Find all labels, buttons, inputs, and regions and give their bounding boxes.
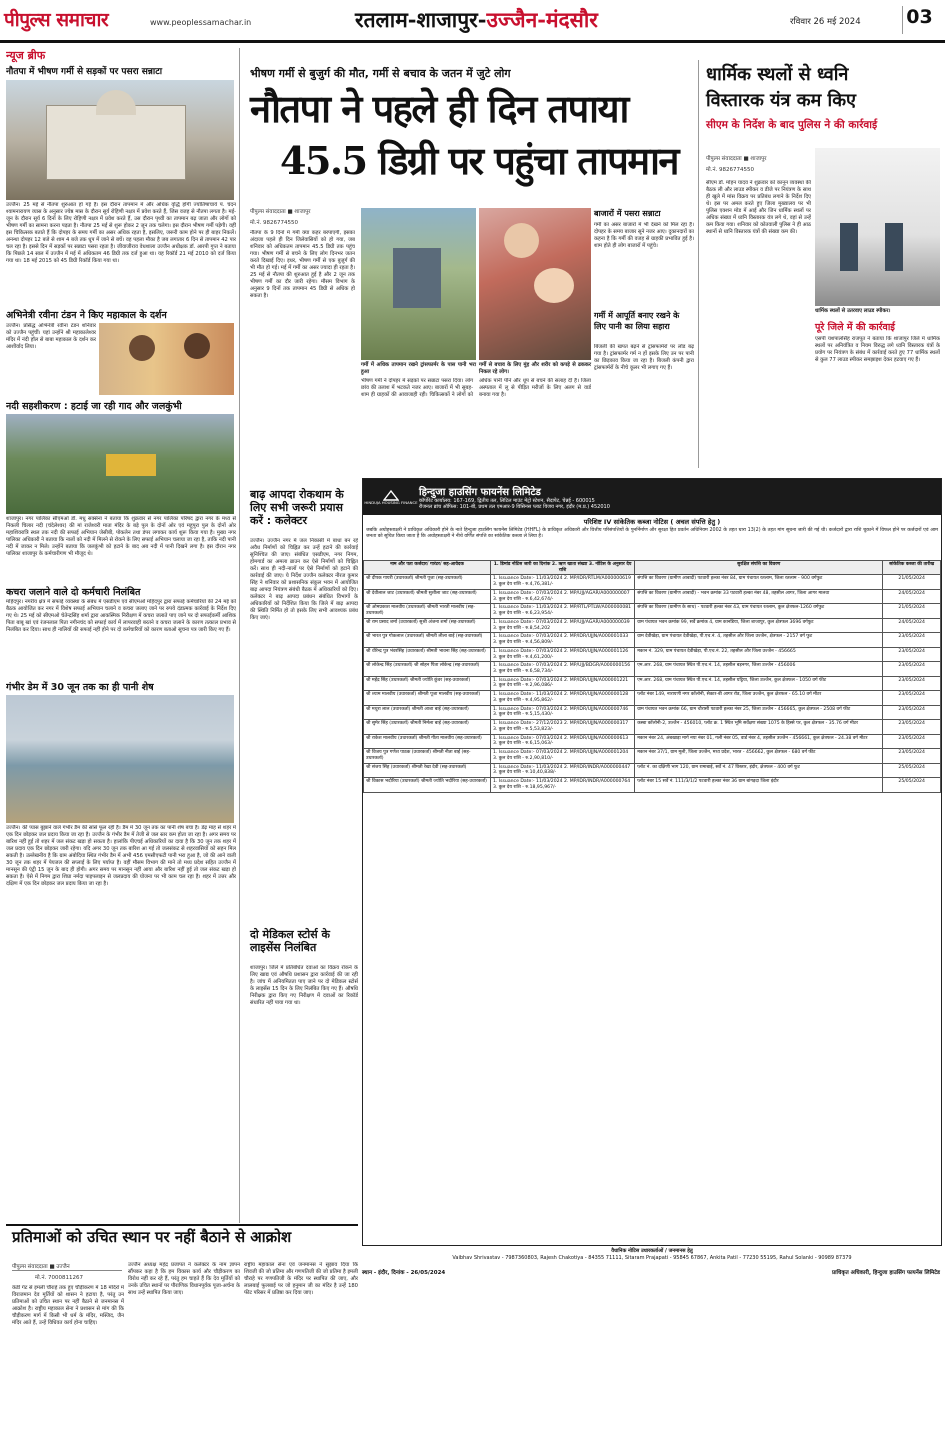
notice-cell-date: 23/05/2024 [883,662,941,676]
bottom-col3: राष्ट्रीय महाकाल सेना एवं जनमानस ने सुझाव दिया कि शिवजी की जो प्रतिमा और गणपतिजी की जो प्रतिमा है इमली चौराहे पर गणपतिजी के मंदिर पर स्थापित की जाए, और लालबाई फूलबाई पर जो हनुमान जी का मंदिर है उन्हें 180 फीट परिसर में प्रतिष्ठा कर दिया जाए। [244,1262,358,1297]
notice-table-row [364,662,941,676]
brand-name: पीपुल्स समाचार [4,9,109,31]
legal-notice [362,478,942,1246]
main-headline-line1: नौतपा ने पहले ही दिन तपाया [250,86,628,131]
hinduja-logo-text: HINDUJA HOUSING FINANCE [364,499,418,505]
medical-body: शाजापुर। जिले में प्रतिबंधित दवाओं का विक्रय रोकने के लिए खाद्य एवं औषधि प्रशासन द्वारा कार्रवाई की जा रही है। जांच में अनियमितता पाए जाने पर दो मेडिकल स्टोर्स के लाइसेंस 15 दिन के लिए निलंबित किए गए हैं। औषधि निरीक्षक द्वारा किए गए निरीक्षण में दवाओं का रिकॉर्ड संधारित नहीं पाया गया था। [250,965,358,1007]
notice-cell-property: मकान नं. 329, ग्राम पंचायत देवीखेड़ा, पी.एच.नं. 22, तहसील और जिला उज्जैन - 456665 [635,647,883,661]
notice-cell-date: 23/05/2024 [883,676,941,690]
notice-cell-date: 23/05/2024 [883,691,941,705]
story1-photo [6,80,234,200]
religious-headline-line1: धार्मिक स्थलों से ध्वनि [706,64,849,85]
market-subhead: बाजारों में पसरा सन्नाटा [594,209,661,218]
notice-table-header [364,561,941,575]
story4-headline: कचरा जलाने वाले दो कर्मचारी निलंबित [6,587,141,598]
notice-cell-name: श्री दीपक गायरी (उधारकर्ता) श्रीमती पूजा (सह-उधारकर्ता) [364,575,491,589]
notice-cell-name: श्री ओमप्रकाश मालवीय (उधारकर्ता) श्रीमती भारती मालवीय (सह-उधारकर्ता) [364,604,491,618]
story5-photo [6,695,234,823]
notice-cell-details: 1. Issuance Date:- 07/03/2024 2. MP/IDR/UJJN/A000001126 3. कुल देय राशि - रु.4,61,200/- [490,647,634,661]
notice-cell-details: 1. Issuance Date:- 11/03/2024 2. MP/IDR/RTLM/A000000619 3. कुल देय राशि - रु.4,76,381/- [490,575,634,589]
main-divider [698,60,699,468]
notice-cell-date: 24/05/2024 [883,618,941,632]
main-headline-line2: 45.5 डिग्री पर पहुंचा तापमान [280,138,679,183]
notice-cell-date: 23/05/2024 [883,720,941,734]
notice-cell-date: 24/05/2024 [883,589,941,603]
notice-cell-name: श्री भारत पुत्र गोकलाल (उधारकर्ता) श्रीमती लीला बाई (सह-उधारकर्ता) [364,633,491,647]
notice-table-row [364,763,941,777]
notice-table-row [364,705,941,719]
notice-cell-property: मकान नंबर 37/1, ग्राम मूली, जिला उज्जैन, मध्य प्रदेश, भारत - 456662, कुल क्षेत्रफल - 680 वर्ग फीट [635,749,883,763]
religious-subhead: सीएम के निर्देश के बाद पुलिस ने की कार्रवाई [706,119,878,131]
notice-cell-property: प्लॉट नंबर 149, नारायणी नगर कॉलोनी, सेक्टर-बी आगर रोड, जिला उज्जैन, कुल क्षेत्रफल - 65.10 वर्ग मीटर [635,691,883,705]
notice-cell-date: 21/05/2024 [883,575,941,589]
notice-cell-property: संपत्ति का विवरण (ग्रामीण के साथ) - पटवारी हल्का नंबर 43, ग्राम पंचायत रतलाम, कुल क्षेत्रफल-1260 वर्गफुट [635,604,883,618]
notice-cell-property: ग्राम देवीखेड़ा, ग्राम पंचायत देवीखेड़ा, पी.एच.नं. 4, तहसील और जिला उज्जैन, क्षेत्रफल - 2157 वर्ग फुट [635,633,883,647]
website-url: www.peoplessamachar.in [150,18,252,27]
notice-table-body [364,575,941,792]
notice-cell-name: श्री महेंद्र सिंह (उधारकर्ता) श्रीमती ज्योति कुंवर (सह-उधारकर्ता) [364,676,491,690]
notice-footer-sign: प्राधिकृत अधिकारी, हिन्दुजा हाउसिंग फायनेंस लिमिटेड [832,1270,940,1276]
notice-title: परिशिष्ट IV सांकेतिक कब्जा नोटिस ( अचल संपत्ति हेतु ) [583,518,721,526]
main-col1: नौतपा के 9 दिनों में गर्मी क्या कहर बरपाएगी, इसका अंदाजा पहले ही दिन जिलेवासियों को हो गया, जब शनिवार को अधिकतम तापमान 45.5 डिग्री तक पहुंच गया। भीषण गर्मी से बचने के लिए लोग दिनभर जतन करते दिखाई दिए। इधर, भीषण गर्मी से एक बुजुर्ग की भी मौत हो गई। मई में गर्मी का असर ज्यादा ही रहता है। 25 मई से नौतपा की शुरुआत हुई है और 2 जून तक भीषण गर्मी का दौर जारी रहेगा। मौसम विभाग के अनुसार 9 दिनों तक तापमान 45 डिग्री से अधिक हो सकता है। [250,230,355,300]
main-kicker: भीषण गर्मी से बुजुर्ग की मौत, गर्मी से बचाव के जतन में जुटे लोग [250,67,511,80]
notice-table-row [364,749,941,763]
issue-date: रविवार 26 मई 2024 [790,17,861,27]
main-col3b: बिजली की खपत बढ़ने से ट्रांसफार्मरों पर लोड बढ़ गया है। ट्रांसफार्मर गर्म न हों इसके लिए उन पर पानी का छिड़काव किया जा रहा है। बिजली कंपनी द्वारा ट्रांसफार्मरों के नीचे कूलर भी लगाए गए हैं। [594,344,694,372]
notice-table-row [364,589,941,603]
notice-cell-date: 21/05/2024 [883,604,941,618]
notice-cell-details: 1. Issuance Date:- 11/03/2024 2. MP/RTL/PTLW/A000000081 3. कुल देय राशि - रु.6,23,954/- [490,604,634,618]
edition-title [355,6,598,34]
bottom-byline: पीपुल्स संवाददाता ■ उज्जैन [12,1262,122,1271]
notice-table-row [364,676,941,690]
notice-table-row [364,647,941,661]
notice-cell-name: श्री राकेश मालवीय (उधारकर्ता) श्रीमती गीता मालवीय (सह-उधारकर्ता) [364,734,491,748]
notice-company: हिन्दुजा हाउसिंग फायनेंस लिमिटेड [419,487,541,498]
notice-cell-details: 1. Issuance Date:- 07/03/2024 2. MP/IDR/UJJN/A000000746 3. कुल देय राशि - रु.5,15,430/- [490,705,634,719]
religious-body: सीएम डॉ. मोहन यादव ने शुक्रवार को कानून व्यवस्था की बैठक ली और लाउड स्पीकर व डीजे पर नियंत्रण के साथ ही खुले में मांस विक्रय पर प्रतिबंध लगाने के निर्देश दिए थे। इस पर अमल करते हुए जिला मुख्यालय पर भी पुलिस एक्शन मोड में आई और जिन धार्मिक स्थलों पर अधिक संख्या में ध्वनि विस्तारक यंत्र लगे थे, वहां से उन्हें कम किया गया। शनिवार को कोतवाली पुलिस ने ही आठ स्थानों से ध्वनि विस्तारक यंत्रों की संख्या कम की। [706,180,811,236]
notice-footer-contacts: Vaibhav Shrivastav - 7987360803, Rajesh Chakotiya - 84355 71111, Sitaram Prajapati - 95845 67867, Ankita Patil - 77230 55195, Rahul Solanki - 90989 87379 [452,1254,852,1261]
notice-cell-details: 1. Issuance Date:- 07/03/2024 2. MP/IDR/UJJN/A000000613 3. कुल देय राशि - रु.6,15,063/- [490,734,634,748]
notice-cell-details: 1. Issuance Date:- 07/03/2024 2. MP/IDR/UJJN/A000001204 3. कुल देय राशि - रु.2,90,810/- [490,749,634,763]
notice-footer-note: वैधानिक नोटिस उधारकर्ताओं / जनमानस हेतु [611,1248,693,1254]
flood-headline: बाढ़ आपदा रोकथाम के लिए सभी जरूरी प्रयास करें : कलेक्टर [250,488,344,528]
notice-col-property: सुरक्षित संपत्ति का विवरण [635,561,883,575]
story2-headline: अभिनेत्री रवीना टंडन ने किए महाकाल के दर्शन [6,310,167,321]
story2-photo [99,323,234,395]
notice-cell-property: मकान नंबर 24, अंबखाड़ा मार्ग नया नंबर 01, गली नंबर 05, वार्ड नंबर 4, तहसील उज्जैन - 456661, कुल क्षेत्रफल - 24.38 वर्ग मीटर [635,734,883,748]
notice-cell-details: 1. Issuance Date:- 07/03/2024 2. MP/IDR/UJJN/A000001221 3. कुल देय राशि - रु.2,96,086/- [490,676,634,690]
notice-cell-date: 23/05/2024 [883,633,941,647]
religious-side-headline: पूरे जिले में की कार्रवाई [815,322,895,333]
story5-body: उज्जैन। की प्यास बुझाने वाले गंभीर डैम की सांसें फूल रही हैं। डैम में 30 जून तक का पानी शेष बचा है। डेढ़ माह से शहर में एक दिन छोड़कर जल प्रदाय किया जा रहा है। उज्जैन के गंभीर डैम में तेजी से जल स्तर कम होता जा रहा है। अगर समय पर बारिश नहीं हुई तो शहर में जल संकट खड़ा हो सकता है। हालांकि पीएचई अधिकारियों का दावा है कि 30 जून तक शहर में जल प्रदाय एक दिन छोड़कर जारी रहेगा। यदि अगर 30 जून तक बारिश आ गई तो जलसंकट से शहरवासियों को सहन मिल सकती है। उल्लेखनीय है कि ग्राम अंबोदिया स्थित गंभीर डैम में अभी 456 एमसीएफटी पानी भरा हुआ है, जो की आने वाली 30 जून तक शहर में पेयजल की सप्लाई के लिए पर्याप्त है। वहीं मौसम विभाग की माने तो मध्य प्रदेश सहित उज्जैन में मानसून की एंट्री 15 जून के बाद ही होगी। अगर समय पर मानसून नहीं आया और बारिश नहीं हुई तो जल संकट खड़ा हो सकता है। ऐसे में निगम द्वारा शिप्रा नर्मदा पाइपलाइन से जलप्रदाय की योजना पर भी काम चल रहा है। शहर में उत्तर और दक्षिण में एक दिन छोड़कर जल प्रदाय किया जा रहा है। [6,825,236,888]
religious-headline-line2: विस्तारक यंत्र कम किए [706,90,856,111]
heat-people-caption: गर्मी से बचाव के लिए मुंह और शरीर को कपड़े से ढककर निकल रहे लोग। [479,362,591,376]
masthead-rule [0,40,945,43]
notice-table [363,560,941,793]
bottom-rule [6,1224,358,1226]
story2-body: उज्जैन। प्रसिद्ध अभिनेत्री रवीना टंडन शनिवार को उज्जैन पहुंचीं। यहां उन्होंने श्री महाकालेश्वर मंदिर में नंदी हॉल से बाबा महाकाल के दर्शन कर आशीर्वाद लिया। [6,323,96,351]
notice-cell-date: 23/05/2024 [883,734,941,748]
bottom-mobile: मो.नं. 7000811267 [35,1275,84,1281]
notice-cell-details: 1. Issuance Date:- 11/03/2024 2. MP/IDR/UJJN/A000000128 3. कुल देय राशि - रु.4,95,862/- [490,691,634,705]
notice-table-row [364,575,941,589]
notice-cell-details: 1. Issuance Date:- 11/03/2024 2. MP/IDR/INDR/A000000764 3. कुल देय राशि - रु.18,95,967/- [490,778,634,792]
notice-cell-name: श्री देवीलाल जाट (उधारकर्ता) श्रीमती सुशीला जाट (सह-उधारकर्ता) [364,589,491,603]
notice-cell-name: श्री संजय सिंह (उधारकर्ता) श्रीमती रेखा देवी (सह-उधारकर्ता) [364,763,491,777]
notice-cell-date: 23/05/2024 [883,749,941,763]
notice-table-row [364,720,941,734]
notice-table-row [364,778,941,792]
notice-cell-property: ग्राम पंचायत भवन क्रमांक 99, सर्वे क्रमांक 4, ग्राम कानडिया, जिला शाजापुर, कुल क्षेत्रफल 3696 वर्गफुट [635,618,883,632]
notice-cell-name: श्री लोकेन्द्र सिंह (उधारकर्ता) श्री सोहन पिता लोकेन्द्र (सह-उधारकर्ता) [364,662,491,676]
brand-logo [4,6,146,36]
religious-byline: पीपुल्स संवाददाता ■ शाजापुर [706,156,767,162]
notice-cell-details: 1. Issuance Date:- 07/03/2024 2. MP/UJJ/AGAR/A000000039 3. कुल देय राशि - रु.8,54,202 [490,618,634,632]
religious-side-body: एसपी यशपालसिंह राजपूत ने बताया कि शाजापुर जिले में धार्मिक स्थलों पर अनियंत्रित व नियम विरुद्ध लगे ध्वनि विस्तारक यंत्रों के प्रयोग पर नियंत्रण के संबंध में कार्रवाई करते हुए 77 धार्मिक स्थलों से कुल 77 लाउड स्पीकर समझाइश देकर हटवाए गए हैं। [815,336,940,364]
story3-headline: नदी सहशीकरण : हटाई जा रही गाद और जलकुंभी [6,401,182,412]
bottom-headline: प्रतिमाओं को उचित स्थान पर नहीं बैठाने से आक्रोश [12,1228,292,1246]
section-label-news-brief: न्यूज ब्रीफ [6,49,46,62]
notice-cell-name: श्री सुमेर सिंह (उधारकर्ता) श्रीमती निर्मला बाई (सह-उधारकर्ता) [364,720,491,734]
story3-photo [6,414,234,514]
notice-cell-property: प्लॉट नं. का दक्षिणी भाग 120, ग्राम रामाबाई, सर्वे नं. 47 विस्तार, इंदौर, क्षेत्रफल - 400 वर्ग फुट [635,763,883,777]
notice-cell-name: श्री मथुरा लाल (उधारकर्ता) श्रीमती आशा बाई (सह-उधारकर्ता) [364,705,491,719]
flood-body: उज्जैन। उज्जैन नगर में जल निकासी में बाधा बन रहे अवैध निर्माणों को चिह्नित कर उन्हें हटाने की कार्रवाई सुनिश्चित की जाए। संबंधित एसडीएम, नगर निगम, होमगार्ड का अमला ब्राउन कर ऐसे निर्माणों को चिह्नित करें। साथ ही नदी-नालों पर ऐसे निर्माणों को हटाने की कार्रवाई की जाए। ये निर्देश उज्जैन कलेक्टर नीरज कुमार सिंह ने शनिवार को प्रशासनिक संकुल भवन में आयोजित बाढ़ आपदा नियंत्रण संबंधी बैठक में अधिकारियों को दिए। कलेक्टर ने बाढ़ आपदा प्रबंधन संबंधित विभागों के अधिकारियों को निर्देशित किया कि जिले में बाढ़ आपदा की स्थिति निर्मित हो तो इसके लिए सभी आवश्यक प्रबंध किए जाएं। [250,538,358,622]
notice-footer [362,1248,942,1268]
supply-subhead: गर्मी में आपूर्ति बनाए रखने के लिए पानी का लिया सहारा [594,311,680,331]
page-number: 03 [902,6,936,34]
notice-cell-details: 1. Issuance Date:- 27/12/2023 2. MP/IDR/UJJN/A000000317 3. कुल देय राशि - रु.5,53,823/- [490,720,634,734]
transformer-photo [361,208,476,360]
notice-header [363,479,941,515]
notice-cell-name: श्री विजय पुत्र गणेश पाठक (उधारकर्ता) श्रीमती नीता बाई (सह-उधारकर्ता) [364,749,491,763]
loudspeaker-caption: धार्मिक स्थलों से उतरवाए लाउड स्पीकर। [815,308,891,314]
story1-body: उज्जैन। 25 मई से नौतपा शुरुआत हो गई है। इस दौरान तापमान में और अधिक वृद्धि होगी ज्योतिषाचार्य पं. चंदन श्यामनारायण व्यास के अनुसार ज्येष्ठ मास के दौरान सूर्य रोहिणी नक्षत्र में प्रवेश करते हैं, जिस वजह से नौतपा लगता है। मई-जून के दौरान सूर्य 6 दिनों के लिए रोहिणी नक्षत्र में प्रवेश करते हैं, उस दौरान पृथ्वी का तापमान बढ़ जाता और लोगों को भीषण गर्मी का सामना करना पड़ता है। नौतपा 25 मई से शुरू होकर 2 जून तक चलेगा। इस दौरान भीषण गर्मी पड़ेगी। वहीं इस चिकित्सक बताते हैं कि दोपहर के समय गर्मी का असर अधिक रहता है, इसलिए, जरूरी काम होने पर ही बाहर निकलें। अनन्था दोपहर 12 बजे से शाम 4 बजे तक धूप में जाने से बचें। वह पहला मौका है जब लगातार 6 दिन से तापमान 42 पार चल रहा है। इससे दिन में सड़कों पर सन्नाटा पसरा रहता है। जीवाजीराव वेधशाला उज्जैन अधीक्षक डॉ. आरपी गुप्त ने बताया कि पिछले 14 साल में उज्जैन में मई में अधिकतम 46 डिग्री तक दर्ज हुआ था। यह रिकॉर्ड 21 मई 2010 को दर्ज किया गया था। 18 मई 2015 को 45 डिग्री रिकॉर्ड किया गया था। [6,202,236,265]
notice-table-row [364,734,941,748]
notice-table-row [364,633,941,647]
hinduja-logo [363,481,419,513]
notice-cell-details: 1. Issuance Date:- 07/03/2024 2. MP/UJJ/BDGR/A000000156 3. कुल देय राशि - रु.6,58,734/- [490,662,634,676]
notice-cell-date: 25/05/2024 [883,778,941,792]
notice-cell-name: श्री राम प्रसाद शर्मा (उधारकर्ता) सुश्री अंजना शर्मा (सह-उधारकर्ता) [364,618,491,632]
notice-cell-property: एम.आर. 268, ग्राम पंचायत स्थित पी.एच.नं. 14, तहसील घट्टिया, जिला उज्जैन, कुल क्षेत्रफल - 1050 वर्ग फीट [635,676,883,690]
religious-mobile: मो.नं. 9826774550 [706,167,755,173]
main-col2: भीषण गर्मी ने दोपहर में सड़कों पर सन्नाटा पसरा दिया। लोग छांव की तलाश में भटकते नजर आए। बाजारों में भी सुबह-शाम ही ग्राहकों की आवाजाही रही। चिकित्सकों ने लोगों को अधिक पानी पीने और धूप से बचने की सलाह दी है। जिला अस्पताल में लू से पीड़ित मरीजों के लिए अलग से वार्ड बनाया गया है। [361,378,591,399]
notice-footer-place: स्थान - इंदौर, दिनांक - 26/05/2024 [362,1270,446,1276]
notice-table-row [364,618,941,632]
masthead [0,0,945,44]
medical-headline: दो मेडिकल स्टोर्स के लाइसेंस निलंबित [250,928,330,955]
notice-cell-date: 23/05/2024 [883,647,941,661]
notice-cell-property: प्लॉट नंबर 15 सर्वे नं. 111/3/1/2 पटवारी हल्का नंबर 36 ग्राम बांगड़दा जिला इंदौर [635,778,883,792]
left-column-divider [239,48,240,1223]
transformer-caption: गर्मी में अधिक तापमान रखने ट्रांसफार्मर के पास पानी भरा हुआ [361,362,476,376]
main-mobile: मो.नं. 9826774550 [250,220,299,226]
story1-headline: नौतपा में भीषण गर्मी से सड़कों पर पसरा सन्नाटा [6,67,163,77]
story3-body: शाजापुर। नगर पालिका सीएमओ डॉ. मधु सक्सेना ने बताया कि शुक्रवार से नगर पालिका परिषद द्वारा नगर के मध्य से निकली चिलार नदी (चंदेलेश्वर) की मां राजेश्वरी माता मंदिर के बड़े पुल के दोनों ओर एवं महूपुरा पुल के दोनों ओर महाशिवरात्रि स्थल तक नदी की सफाई अभियान जेसीबी, पोकलेन तथा डंपर लगाकर कार्य शुरू किया गया है। मुख्य नगर पालिका अधिकारी ने बताया कि नालों को नदी में मिलने से रोकने के लिए सफाई अभियान चलाया जा रहा है, ताकि नदी पानी नदी में जाकर न मिले। उन्होंने बताया कि जलकुंभी को हटाने के बाद अब नदी में पानी दिखने लगा है। इस दौरान नगर पालिका शाजापुर के कर्मचारीगण भी मौजूद थे। [6,516,236,558]
notice-cell-details: 1. Issuance Date:- 07/03/2024 2. MP/UJJ/AGAR/A000000007 3. कुल देय राशि - रु.6,42,674/- [490,589,634,603]
story5-headline: गंभीर डेम में 30 जून तक का ही पानी शेष [6,682,154,693]
story4-body: महिदपुर। नगरीय क्षेत्र में सफाई व्यवस्था के संबंध में एसडीएम एवं सीएमओ महिदपुर द्वारा सफाई कर्मचारियों की 24 मई को बैठक आयोजित कर नगर में विशेष सफाई अभियान चलाने व कचरा जलाए जाने पर रुपये दंडात्मक कार्रवाई के निर्देश दिए गए थे। 25 मई को सीएमओ चेतेन्द्रसिंह शर्मा द्वारा आकस्मिक निरीक्षण में कचरा जलाते पाए जाने पर दो सफाईकर्मी आशिक पिता बाबू खां एवं रंजनलाल पिता नगीनचंद को सफाई कार्य में लापरवाही बरतने व कचरा जलाने के कारण तत्काल प्रभाव से निलंबित कर दिया। साथ ही नालियों की सफाई नहीं होने पर दो कर्मचारियों को कारण बताओ सूचना पत्र जारी किए गए हैं। [6,599,236,634]
notice-cell-details: 1. Issuance Date:- 11/03/2024 2. MP/IDR/INDR/A000000447 3. कुल देय राशि - रु.10,40,838/- [490,763,634,777]
heat-people-photo [479,208,591,360]
notice-branch: रीजनल ब्रांच ऑफिस: 101-बी, प्रथम तल एमआर-9 विसिनस प्लाट विजय नगर, इंदौर (म.प्र.) 452010 [419,504,610,510]
main-byline: पीपुल्स संवाददाता ■ शाजापुर [250,209,311,215]
bottom-col2: उज्जैन अध्यक्ष महेंद्र प्रजापत ने कलेक्टर के नाम ज्ञापन सौंपकर कहा है कि हम विकास कार्य और चौड़ीकरण का विरोध नहीं कर रहे हैं, परंतु हम चाहते हैं कि देव मूर्तियों को उनके उचित स्थानों पर पौराणिक विधानपूर्वक पूजा-अर्चना के साथ उन्हें स्थापित किया जाए। [128,1262,240,1297]
notice-cell-property: कस्बा कॉलोनी-2, उज्जैन - 456010, प्लॉट क्र. 1 स्थित भूमि सर्वेक्षण संख्या 1075 के हिस्से पर, कुल क्षेत्रफल - 35.76 वर्ग मीटर [635,720,883,734]
notice-cell-name: श्री विकास भदौरिया (उधारकर्ता) श्रीमती ज्योति भदौरिया (सह-उधारकर्ता) [364,778,491,792]
notice-cell-name: श्री श्याम मालवीय (उधारकर्ता) श्रीमती पूजा मालवीय (सह-उधारकर्ता) [364,691,491,705]
edition-title-black: रतलाम-शाजापुर- [355,7,487,32]
notice-cell-details: 1. Issuance Date:- 07/03/2024 2. MP/IDR/UJJN/A000001033 3. कुल देय राशि - रु.4,56,809/- [490,633,634,647]
notice-cell-property: एम.आर. 268, ग्राम पंचायत स्थित पी.एच.नं. 14, तहसील बड़नगर, जिला उज्जैन - 456006 [635,662,883,676]
loudspeaker-photo [815,148,940,306]
left-column [6,48,236,1218]
notice-cell-name: श्री धीरेन्द्र पुत्र भंवरसिंह (उधारकर्ता) श्रीमती भावना सिंह (सह-उधारकर्ता) [364,647,491,661]
notice-cell-property: संपत्ति का विवरण (ग्रामीण आबादी) - भवन क्रमांक 33 पटवारी हल्का नंबर 48, तहसील आगर, जिला आगर मालवा [635,589,883,603]
edition-title-red: उज्जैन-मंदसौर [486,7,598,32]
bottom-col1: केडी गेट से इमली चौराहे तक हुए चौड़ीकरण में 18 मंदिरों में विराजमान देव मूर्तियों को शासन ने हटाया है, परंतु उन प्रतिमाओं को उचित स्थान पर नहीं बैठाने से जनमानस में आक्रोश है। राष्ट्रीय महाकाल सेना ने प्रशासन से मांग की कि चौड़ीकरण मार्ग में किसी भी धर्म के मंदिर, मस्जिद, जैन मंदिर आते हैं, उन्हें विधिवत कार्य होना चाहिए। [12,1285,124,1327]
notice-col-date: सांकेतिक कब्जा की तारीख [883,561,941,575]
notice-table-row [364,691,941,705]
notice-cell-date: 23/05/2024 [883,705,941,719]
notice-address: कॉर्पोरेट कार्यालय: 167-169, द्वितीय तल, लिटिल माउंट मेट्रो स्टेशन, सैदापेट, चेन्नई - 600015 [419,498,595,504]
notice-cell-date: 25/05/2024 [883,763,941,777]
notice-col-details: 1. डिमांड नोटिस जारी का दिनांक 2. ऋण खाता संख्या 3. नोटिस के अनुसार देय राशि [490,561,634,575]
notice-intro: जबकि अधोहस्ताक्षरी ने प्राधिकृत अधिकारी होने के नाते हिन्दुजा हाउसिंग फायनेंस लिमिटेड (HHFL) के प्राधिकृत अधिकारी और वित्तीय परिसंपत्तियों के पुनर्निर्माण और सुरक्षा हित प्रवर्तन अधिनियम 2002 के तहत धारा 13(2) के तहत मांग सूचना जारी की गई थी। कर्जदारों द्वारा राशि चुकाने में विफल होने पर कर्जदारों एवं आम जनता को सूचित किया जाता है कि अधोहस्ताक्षरी ने नीचे वर्णित संपत्ति का सांकेतिक कब्जा ले लिया है। [366,528,938,540]
notice-cell-property: संपत्ति का विवरण (ग्रामीण आबादी) पटवारी हल्का नंबर 84, ग्राम पंचायत रतलाम, जिला रतलाम - 900 वर्गफुट [635,575,883,589]
main-col3: गर्मी का असर बाजारों में भी देखने को मिल रहा है। दोपहर के समय बाजार सूने नजर आए। दुकानदारों का कहना है कि गर्मी की वजह से ग्राहकी प्रभावित हुई है। शाम होते ही लोग बाजारों में पहुंचे। [594,222,694,250]
notice-table-row [364,604,941,618]
notice-cell-property: ग्राम पंचायत भवन क्रमांक 66, ग्राम चौरासी पटवारी हल्का नंबर 25, जिला उज्जैन - 456665, कुल क्षेत्रफल - 2508 वर्ग फीट [635,705,883,719]
notice-col-name: नाम और पता कर्जदार/ गारंटर/ सह-आवेदक [364,561,491,575]
